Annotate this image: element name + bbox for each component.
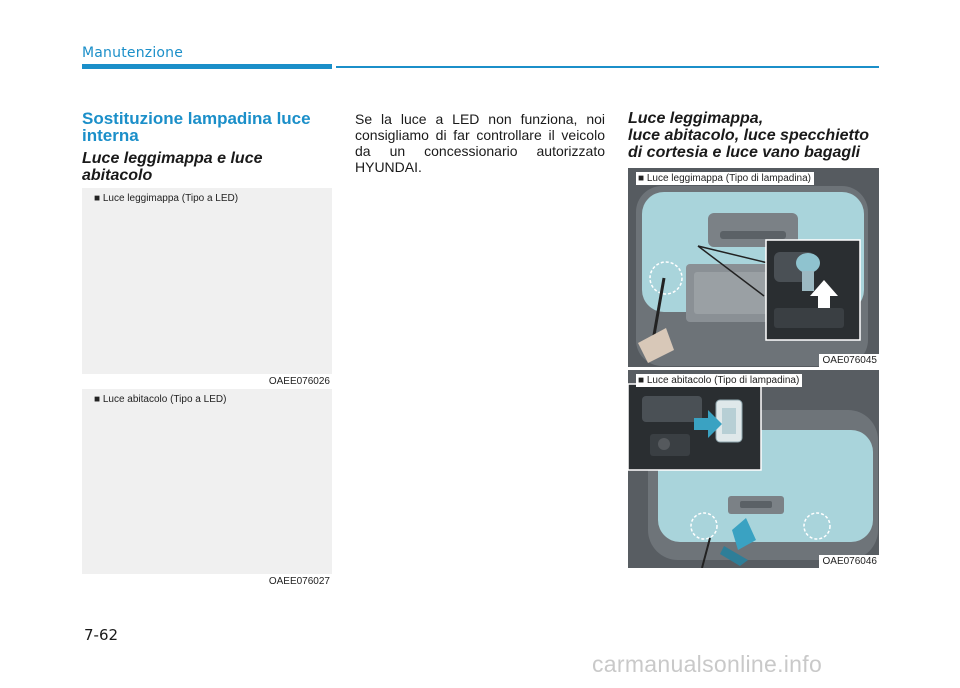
section-title: Manutenzione: [82, 45, 184, 61]
room-lamp-illustration: [628, 370, 879, 568]
left-subheading: Luce leggimappa e luce abitacolo: [82, 150, 263, 184]
figure-code: OAEE076027: [268, 576, 330, 587]
watermark: carmanualsonline.info: [592, 651, 823, 677]
body-paragraph: Se la luce a LED non funziona, noi consigliamo di far controllare il veicolo da un concessionario autorizzato HYUNDAI.: [355, 111, 605, 175]
right-heading: Luce leggimappa, luce abitacolo, luce specchietto di cortesia e luce vano bagagli: [628, 110, 869, 161]
bullet-icon: ■: [638, 173, 645, 184]
figure-code: OAE076045: [819, 354, 880, 367]
figure-caption: ■ Luce abitacolo (Tipo di lampadina): [636, 374, 802, 387]
figure-map-lamp-led: [82, 188, 332, 387]
bullet-icon: ■: [638, 375, 645, 386]
header-rule-thin: [336, 66, 879, 68]
left-heading: Sostituzione lampadina luce interna: [82, 109, 311, 145]
bullet-icon: ■: [94, 394, 101, 405]
figure-map-lamp-bulb: [628, 168, 879, 367]
header-rule-thick: [82, 64, 332, 69]
figure-code: OAEE076026: [268, 376, 330, 387]
map-lamp-illustration: [628, 168, 879, 367]
bullet-icon: ■: [94, 193, 101, 204]
figure-code: OAE076046: [819, 555, 880, 568]
figure-room-lamp-led: [82, 389, 332, 587]
figure-caption: ■ Luce leggimappa (Tipo di lampadina): [636, 172, 814, 185]
page-number: 7-62: [84, 626, 119, 644]
figure-room-lamp-bulb: [628, 370, 879, 568]
figure-caption: ■ Luce abitacolo (Tipo a LED): [94, 394, 227, 405]
figure-caption: ■ Luce leggimappa (Tipo a LED): [94, 193, 239, 204]
